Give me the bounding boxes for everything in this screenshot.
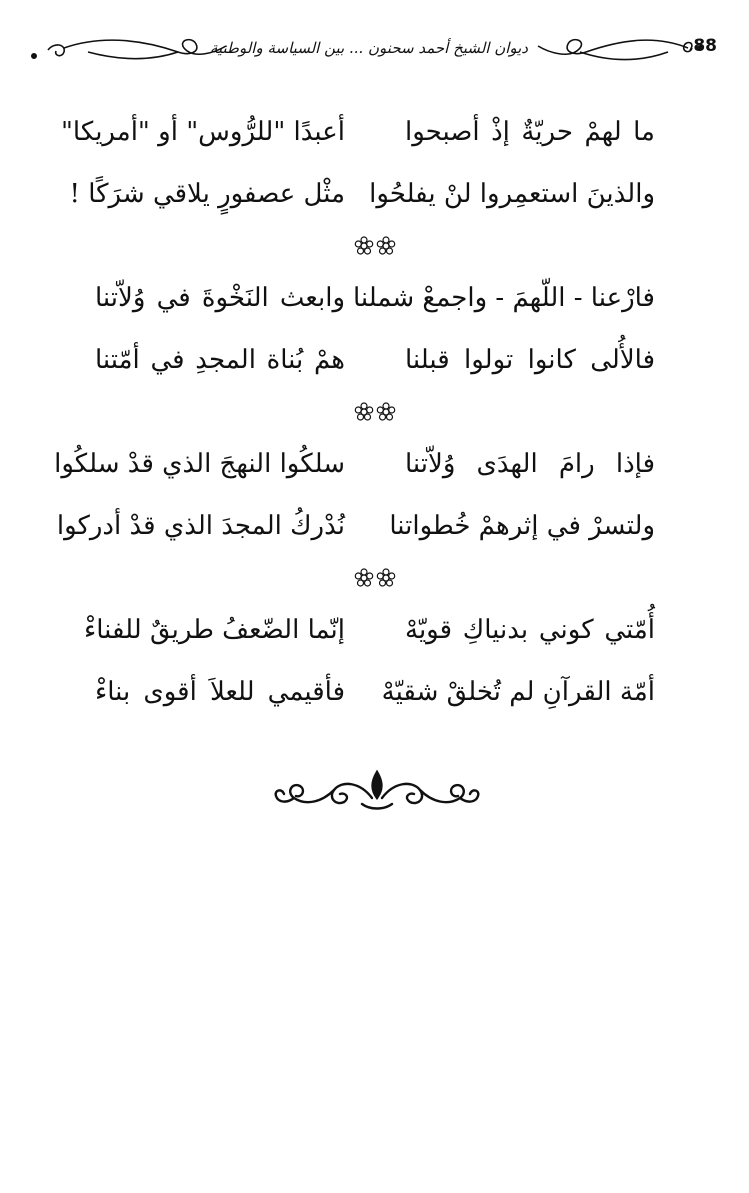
stanza-4 [84,610,655,734]
double-flower-ornament-icon [352,234,398,258]
verse-first-hemistich: أمّة القرآنِ لم تُخلقْ شقيّهْ [381,677,655,707]
verse-first-hemistich: فارْعنا - اللّهمَ - واجمعْ شملنا [352,283,655,313]
verse-first-hemistich: ما لهمْ حريّةٌ إذْ أصبحوا [405,117,655,147]
verse-line [95,340,655,402]
verse-line [54,444,655,506]
verse-second-hemistich: إنّما الضّعفُ طريقٌ للفناءْ [84,615,345,645]
stanza-1 [60,112,655,236]
page-number: 88 [693,36,717,56]
verse-second-hemistich: أعبدًا "للرُّوس" أو "أمريكا" [60,117,345,147]
verse-first-hemistich: فإذا رامَ الهدَى وُلاّتنا [405,449,655,479]
verse-line [95,672,655,734]
verse-first-hemistich: أُمّتي كوني بدنياكِ قويّهْ [405,615,655,645]
verse-line [60,112,655,174]
verse-second-hemistich: وابعث النَخْوةَ في وُلاّتنا [95,283,345,313]
verse-second-hemistich: مثْل عصفورٍ يلاقي شرَكًا ! [69,179,345,209]
verse-line [84,610,655,672]
verse-second-hemistich: نُدْركُ المجدَ الذي قدْ أدركوا [56,511,345,541]
verse-first-hemistich: ولتسرْ في إثرهمْ خُطواتنا [389,511,655,541]
fleuron-scroll-ornament-icon [272,768,482,814]
double-flower-ornament-icon [352,400,398,424]
stanza-2 [95,278,655,402]
double-flower-ornament-icon [352,566,398,590]
verse-line [69,174,655,236]
verse-line [95,278,655,340]
verse-second-hemistich: سلكُوا النهجَ الذي قدْ سلكُوا [54,449,345,479]
verse-second-hemistich: همْ بُناة المجدِ في أمّتنا [95,345,345,375]
verse-second-hemistich: فأقيمي للعلاَ أقوى بناءْ [95,677,345,707]
stanza-3 [54,444,655,568]
running-header [28,22,723,74]
header-title: ديوان الشيخ أحمد سحنون ... بين السياسة والوطنية [209,39,528,57]
verse-first-hemistich: والذينَ استعمِروا لنْ يفلحُوا [369,179,655,209]
verse-line [56,506,655,568]
verse-first-hemistich: فالأُلى كانوا تولوا قبلنا [405,345,655,375]
